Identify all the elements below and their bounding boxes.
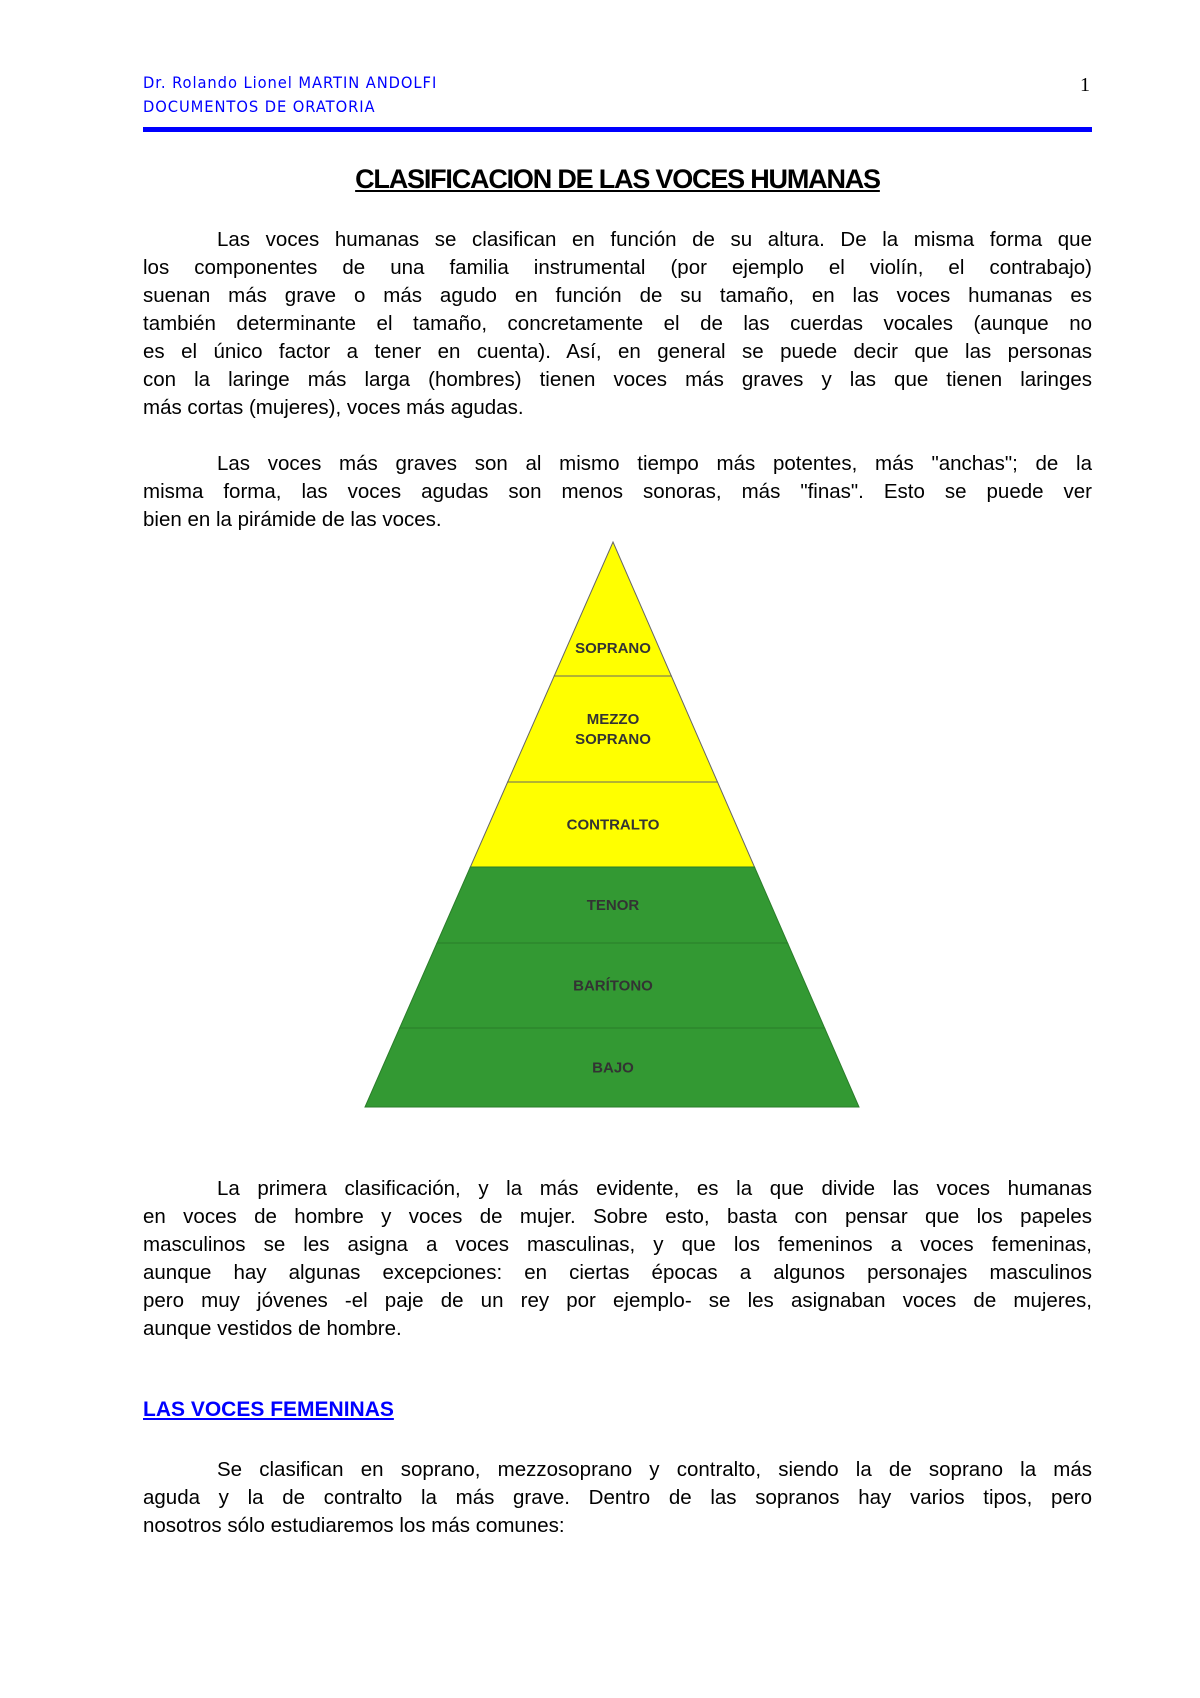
text-line: aguda y la de contralto la más grave. Dentro de las sopranos hay varios tipos, pero: [143, 1486, 1092, 1509]
text-line: pero muy jóvenes -el paje de un rey por ejemplo- se les asignaban voces de mujeres,: [143, 1289, 1092, 1312]
header-author: Dr. Rolando Lionel MARTIN ANDOLFI: [143, 73, 438, 92]
text-line: bien en la pirámide de las voces.: [143, 508, 442, 531]
text-line: los componentes de una familia instrumental (por ejemplo el violín, el contrabajo): [143, 256, 1092, 279]
text-line: es el único factor a tener en cuenta). Así, en general se puede decir que las personas: [143, 340, 1092, 363]
text-line: Las voces más graves son al mismo tiempo más potentes, más "anchas"; de la: [217, 452, 1092, 475]
pyramid-level: [508, 676, 718, 782]
text-line: La primera clasificación, y la más evidente, es la que divide las voces humanas: [217, 1177, 1092, 1200]
text-line: aunque hay algunas excepciones: en ciertas épocas a algunos personajes masculinos: [143, 1261, 1092, 1284]
header-series: DOCUMENTOS DE ORATORIA: [143, 97, 376, 116]
page-number: 1: [1080, 74, 1090, 96]
pyramid-label: SOPRANO: [575, 731, 651, 748]
text-line: aunque vestidos de hombre.: [143, 1317, 402, 1340]
paragraph-4: [143, 1456, 1092, 1540]
pyramid-label: CONTRALTO: [566, 816, 660, 834]
pyramid-label: BARÍTONO: [573, 977, 653, 995]
text-line: suenan más grave o más agudo en función de su tamaño, en las voces humanas es: [143, 284, 1092, 307]
text-line: masculinos se les asigna a voces masculinas, y que los femeninos a voces femeninas,: [143, 1233, 1092, 1256]
text-line: Se clasifican en soprano, mezzosoprano y contralto, siendo la de soprano la más: [217, 1458, 1092, 1481]
text-line: misma forma, las voces agudas son menos sonoras, más "finas". Esto se puede ver: [143, 480, 1092, 503]
pyramid-label: BAJO: [592, 1059, 634, 1077]
text-line: en voces de hombre y voces de mujer. Sobre esto, basta con pensar que los papeles: [143, 1205, 1092, 1228]
section-heading: LAS VOCES FEMENINAS: [143, 1398, 394, 1421]
pyramid-label: MEZZO: [586, 711, 640, 728]
text-line: Las voces humanas se clasifican en función de su altura. De la misma forma que: [217, 228, 1092, 251]
text-line: también determinante el tamaño, concretamente el de las cuerdas vocales (aunque no: [143, 312, 1092, 335]
paragraph-3: [143, 1175, 1092, 1343]
text-line: con la laringe más larga (hombres) tienen voces más graves y las que tienen laringes: [143, 368, 1092, 391]
page-title: CLASIFICACION DE LAS VOCES HUMANAS: [355, 164, 880, 194]
text-line: más cortas (mujeres), voces más agudas.: [143, 396, 524, 419]
text-line: nosotros sólo estudiaremos los más comunes:: [143, 1514, 565, 1537]
pyramid-label: TENOR: [586, 897, 640, 914]
pyramid-label: SOPRANO: [575, 640, 651, 657]
